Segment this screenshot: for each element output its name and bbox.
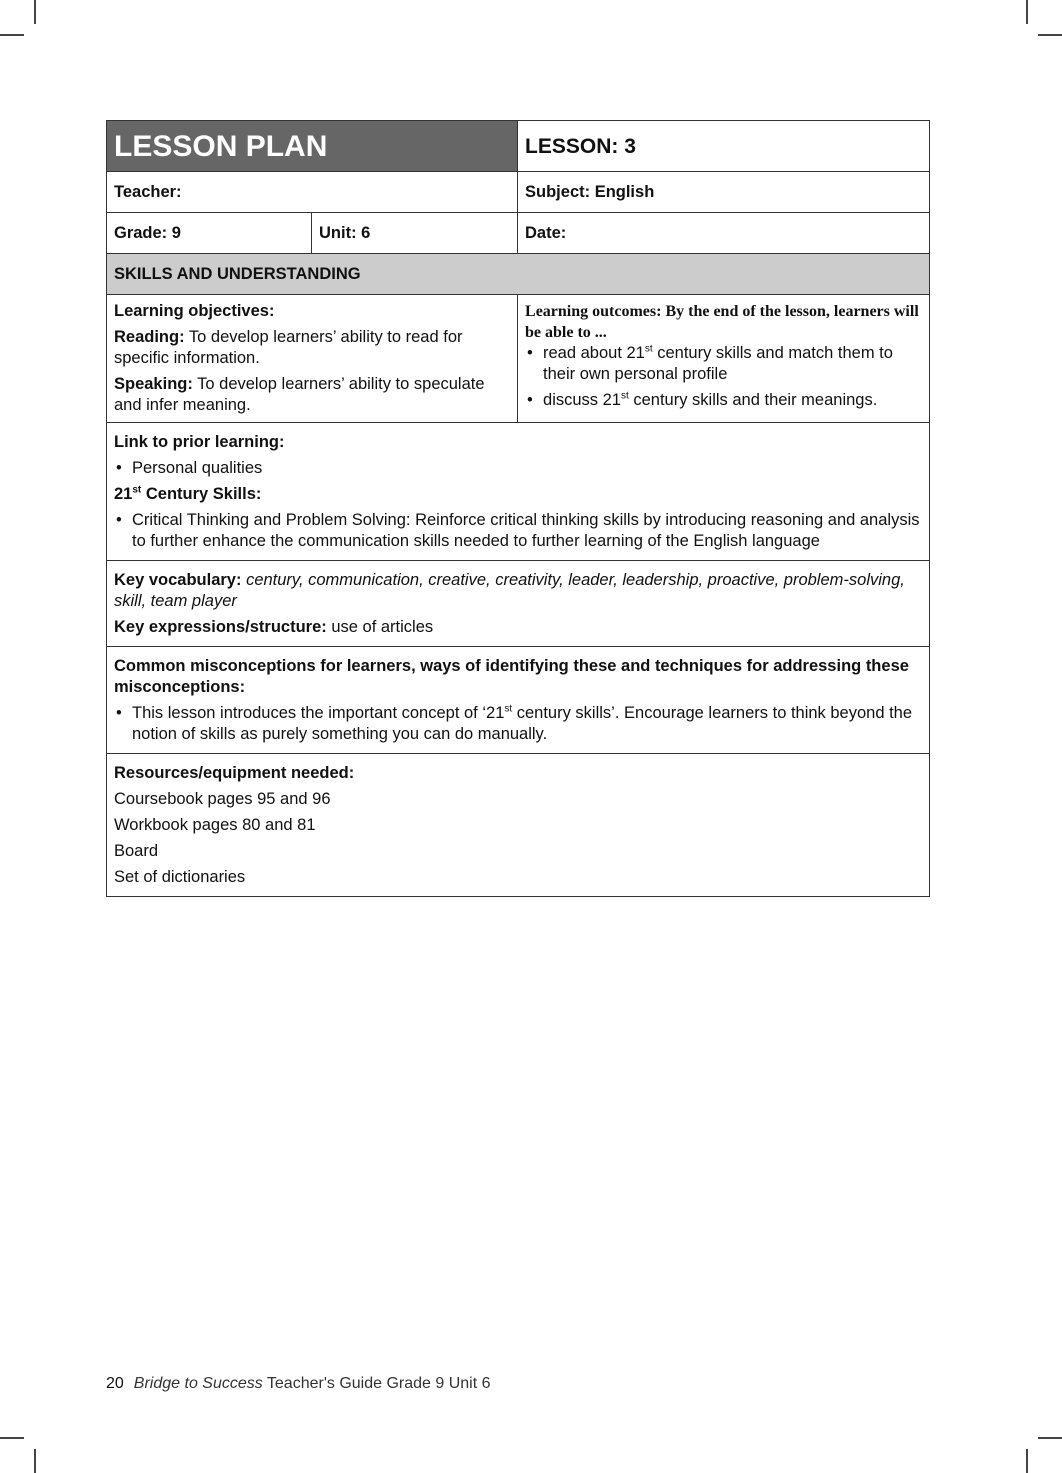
objectives-heading: Learning objectives: <box>114 302 275 320</box>
resource-item: Board <box>114 842 159 860</box>
prior-learning-cell <box>107 423 930 561</box>
century-skills-heading: 21st Century Skills: <box>114 484 262 503</box>
outcomes-list <box>525 343 922 411</box>
teacher-field: Teacher: <box>107 172 518 213</box>
misconceptions-cell <box>107 647 930 754</box>
vocabulary-label: Key vocabulary: <box>114 571 242 589</box>
crop-mark <box>1038 1437 1062 1439</box>
reading-objective <box>114 327 510 369</box>
prior-learning-item: • Personal qualities <box>114 458 922 479</box>
lesson-number: LESSON: 3 <box>518 121 930 172</box>
lesson-plan-title: LESSON PLAN <box>107 121 518 172</box>
crop-mark <box>1026 0 1028 24</box>
lesson-plan-table <box>106 120 930 897</box>
grade-field: Grade: 9 <box>107 213 312 254</box>
learning-outcomes-cell <box>518 295 930 423</box>
crop-mark <box>0 34 24 36</box>
book-title: Bridge to Success <box>133 1375 263 1392</box>
speaking-label: Speaking: <box>114 375 193 393</box>
footer-text: Teacher's Guide Grade 9 Unit 6 <box>262 1375 491 1392</box>
misconceptions-heading: Common misconceptions for learners, ways of identifying these and techniques for addressing these misconceptions: <box>114 657 909 696</box>
outcome-item: • discuss 21st century skills and their meanings. <box>525 390 922 411</box>
speaking-text: To develop learners’ ability to speculate and infer meaning. <box>114 375 485 414</box>
prior-learning-heading: Link to prior learning: <box>114 433 285 451</box>
crop-mark <box>34 1449 36 1473</box>
date-field: Date: <box>518 213 930 254</box>
crop-mark <box>1038 34 1062 36</box>
resources-cell <box>107 754 930 897</box>
crop-mark <box>34 0 36 24</box>
expressions-text: use of articles <box>326 618 434 636</box>
crop-mark <box>0 1437 24 1439</box>
skills-section-heading: SKILLS AND UNDERSTANDING <box>107 254 930 295</box>
speaking-objective <box>114 374 510 416</box>
reading-text: To develop learners’ ability to read for specific information. <box>114 328 463 367</box>
misconception-item: • This lesson introduces the important concept of ‘21st century skills’. Encourage learners to think beyond the notion of skills as purely something you can do manually. <box>114 703 922 745</box>
outcomes-heading: Learning outcomes: By the end of the lesson, learners will be able to ... <box>525 303 919 341</box>
page-number: 20 <box>106 1375 124 1392</box>
prior-learning-list <box>114 458 922 479</box>
expressions-label: Key expressions/structure: <box>114 618 327 636</box>
reading-label: Reading: <box>114 328 185 346</box>
key-vocabulary <box>114 570 922 612</box>
unit-field: Unit: 6 <box>312 213 518 254</box>
crop-mark <box>1026 1449 1028 1473</box>
vocabulary-words: century, communication, creative, creativity, leader, leadership, proactive, problem-solving, skill, team player <box>114 571 905 610</box>
outcome-item: • read about 21st century skills and match them to their own personal profile <box>525 343 922 385</box>
learning-objectives-cell <box>107 295 518 423</box>
resources-heading: Resources/equipment needed: <box>114 764 355 782</box>
page-footer <box>106 1375 491 1393</box>
vocabulary-cell <box>107 561 930 647</box>
century-skill-item: • Critical Thinking and Problem Solving: Reinforce critical thinking skills by introducing reasoning and analysis to further enhance the communication skills needed to further learning of the English language <box>114 510 922 552</box>
subject-field: Subject: English <box>518 172 930 213</box>
resource-item: Coursebook pages 95 and 96 <box>114 790 331 808</box>
resource-item: Set of dictionaries <box>114 868 246 886</box>
key-expressions <box>114 617 922 638</box>
century-skills-list <box>114 510 922 552</box>
misconceptions-list <box>114 703 922 745</box>
resource-item: Workbook pages 80 and 81 <box>114 816 316 834</box>
